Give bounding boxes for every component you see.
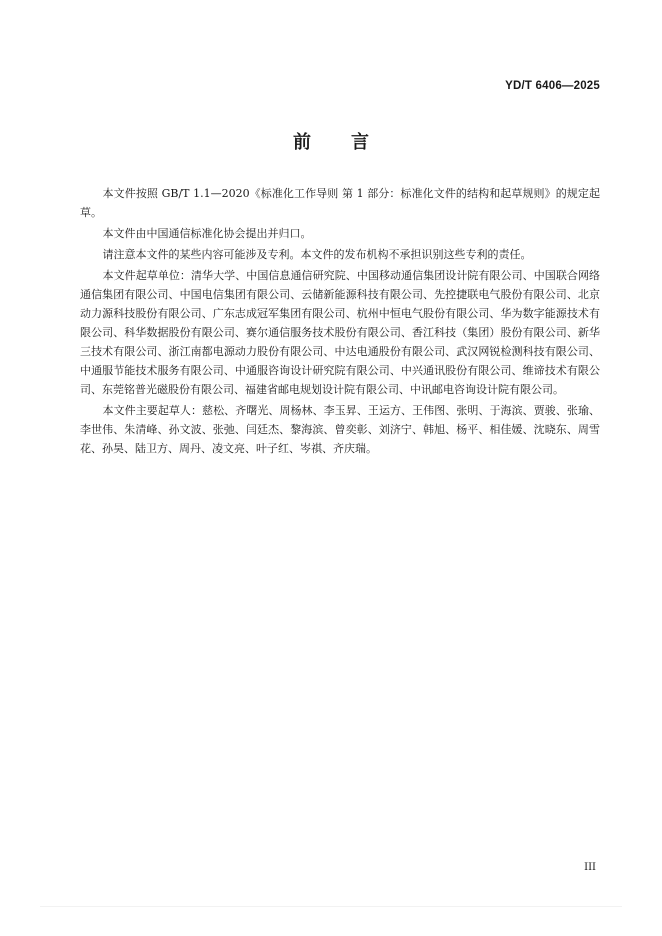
paragraph-drafting-rules: 本文件按照 GB/T 1.1—2020《标准化工作导则 第 1 部分：标准化文件的结构和起草规则》的规定起草。 (80, 187, 600, 219)
paragraph-proposer: 本文件由中国通信标准化协会提出并归口。 (102, 227, 312, 240)
document-body (80, 184, 600, 460)
page-number: III (584, 862, 596, 873)
bottom-divider (40, 906, 622, 907)
paragraph-drafting-units: 本文件起草单位：清华大学、中国信息通信研究院、中国移动通信集团设计院有限公司、中国联合网络通信集团有限公司、中国电信集团有限公司、云储新能源科技有限公司、先控捷联电气股份有限公司、北京动力源科技股份有限公司、广东志成冠军集团有限公司、杭州中恒电气股份有限公司、华为数字能源技术有限公司、科华数据股份有限公司、赛尔通信服务技术股份有限公司、香江科技（集团）股份有限公司、新华三技术有限公司、浙江南都电源动力股份有限公司、中达电通股份有限公司、武汉网锐检测科技有限公司、中通服节能技术服务有限公司、中通服咨询设计研究院有限公司、中兴通讯股份有限公司、维谛技术有限公司、东莞铭普光磁股份有限公司、福建省邮电规划设计院有限公司、中讯邮电咨询设计院有限公司。 (80, 269, 600, 396)
document-number: YD/T 6406—2025 (505, 80, 600, 92)
section-title: 前言 (293, 132, 409, 153)
paragraph-patent-notice: 请注意本文件的某些内容可能涉及专利。本文件的发布机构不承担识别这些专利的责任。 (102, 248, 532, 261)
paragraph-drafters: 本文件主要起草人：慈松、齐曙光、周杨林、李玉昇、王运方、王伟图、张明、于海滨、贾骏、张瑜、李世伟、朱清峰、孙文波、张弛、闫廷杰、黎海滨、曾奕彰、刘济宁、韩旭、杨平、相佳媛、沈晓东、周雪花、孙昊、陆卫方、周丹、凌文亮、叶子红、岑祺、齐庆瑞。 (80, 404, 600, 455)
